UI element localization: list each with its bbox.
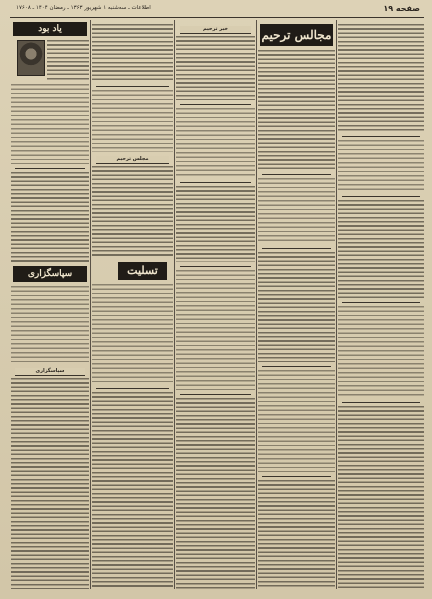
portrait-photo xyxy=(17,40,45,76)
notice-heading: خبر ترحیم xyxy=(180,26,251,34)
column-divider xyxy=(174,20,175,589)
text-block xyxy=(258,178,335,244)
divider xyxy=(262,174,331,175)
notice-heading: مجلس ترحیم xyxy=(96,156,169,164)
text-block xyxy=(176,186,255,262)
text-block xyxy=(11,84,89,164)
divider xyxy=(180,104,251,105)
text-block xyxy=(338,140,424,192)
text-block xyxy=(258,252,335,362)
column-3 xyxy=(176,20,255,589)
notice-heading: سپاسگزاری xyxy=(15,368,85,376)
text-block xyxy=(258,480,335,589)
text-block xyxy=(92,166,173,258)
divider xyxy=(96,86,169,87)
text-block xyxy=(338,406,424,589)
divider xyxy=(180,394,251,395)
page-header xyxy=(10,4,424,18)
section-banner-sepasgozari: سپاسگزاری xyxy=(13,266,87,282)
column-divider xyxy=(336,20,337,589)
text-block xyxy=(92,392,173,589)
column-2 xyxy=(258,20,335,589)
text-block xyxy=(92,90,173,152)
divider xyxy=(342,136,420,137)
divider xyxy=(262,476,331,477)
column-5 xyxy=(11,20,89,589)
column-divider xyxy=(90,20,91,589)
divider xyxy=(180,266,251,267)
text-block xyxy=(258,370,335,472)
column-1 xyxy=(338,20,424,589)
text-block xyxy=(258,50,335,170)
text-block xyxy=(92,284,173,384)
divider xyxy=(262,248,331,249)
divider xyxy=(342,402,420,403)
section-banner-majales-tarhim: مجالس ترحیم xyxy=(260,24,333,46)
text-block xyxy=(92,24,173,82)
divider xyxy=(342,302,420,303)
column-divider xyxy=(256,20,257,589)
date-line: اطلاعات ـ سه‌شنبه ۱ شهریور ۱۳۶۳ ـ رمضان ۱۴۰۴ ـ ۱۷۶۰۸ xyxy=(16,5,151,11)
text-block xyxy=(11,286,89,364)
text-block xyxy=(338,24,424,132)
text-block xyxy=(338,200,424,298)
divider xyxy=(342,196,420,197)
divider xyxy=(262,366,331,367)
section-banner-yadbood: یاد بود xyxy=(13,22,87,36)
text-block xyxy=(176,398,255,589)
text-block xyxy=(11,378,89,589)
divider xyxy=(96,388,169,389)
divider xyxy=(180,182,251,183)
section-banner-tasliat: تسلیت xyxy=(118,262,167,280)
page-number: صفحه ۱۹ xyxy=(383,4,420,13)
text-block xyxy=(11,172,89,262)
text-block xyxy=(47,40,89,80)
divider xyxy=(15,168,85,169)
text-block xyxy=(176,108,255,178)
text-block xyxy=(176,36,255,100)
text-block xyxy=(338,306,424,398)
column-4 xyxy=(92,20,173,589)
text-block xyxy=(176,270,255,390)
